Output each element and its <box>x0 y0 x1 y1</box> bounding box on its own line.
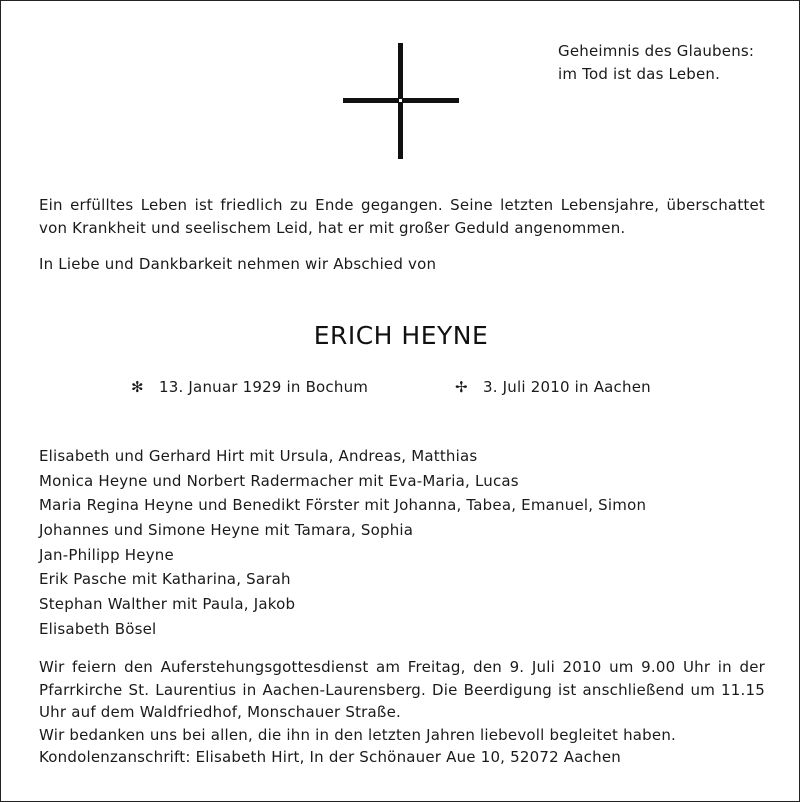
thanks-text: Wir bedanken uns bei allen, die ihn in den letzten Jahren liebevoll begleitet haben. <box>39 725 676 744</box>
mourner-line: Stephan Walther mit Paula, Jakob <box>39 595 296 614</box>
service-text: Wir feiern den Auferstehungsgottesdienst am Freitag, den 9. Juli 2010 um 9.00 Uhr in der Pfarrkirche St. Laurentius in Aachen-Laurensberg. Die Beerdigung ist anschließend um 11.15 Uhr auf dem Waldfriedhof, Monschauer Straße. <box>39 658 765 721</box>
deceased-name: ERICH HEYNE <box>313 321 489 350</box>
mourner-line: Jan-Philipp Heyne <box>39 545 174 564</box>
death-cross-icon: ✢ <box>455 378 468 396</box>
intro-text: Ein erfülltes Leben ist friedlich zu Ende gegangen. Seine letzten Lebensjahre, überschattet von Krankheit und seelischem Leid, hat er mit großer Geduld angenommen. <box>39 196 765 237</box>
mourners-list <box>39 444 646 642</box>
mourner-line: Elisabeth und Gerhard Hirt mit Ursula, Andreas, Matthias <box>39 447 478 465</box>
birth-text: 13. Januar 1929 in Bochum <box>159 378 369 396</box>
birth-info <box>131 377 368 397</box>
motto <box>558 40 754 86</box>
cross-icon <box>343 43 459 159</box>
mourner-line: Elisabeth Bösel <box>39 619 157 638</box>
motto-line-2: im Tod ist das Leben. <box>558 65 721 83</box>
service-info <box>39 656 765 769</box>
motto-line-1: Geheimnis des Glaubens: <box>558 42 755 60</box>
death-text: 3. Juli 2010 in Aachen <box>483 378 651 396</box>
condolence-address: Kondolenzanschrift: Elisabeth Hirt, In der Schönauer Aue 10, 52072 Aachen <box>39 748 621 766</box>
farewell-text: In Liebe und Dankbarkeit nehmen wir Abschied von <box>39 255 437 273</box>
mourner-line: Erik Pasche mit Katharina, Sarah <box>39 570 291 589</box>
death-info <box>455 377 651 397</box>
birth-star-icon: ✻ <box>131 378 144 396</box>
mourner-line: Maria Regina Heyne und Benedikt Förster mit Johanna, Tabea, Emanuel, Simon <box>39 496 647 515</box>
mourner-line: Monica Heyne und Norbert Radermacher mit Eva-Maria, Lucas <box>39 471 519 490</box>
mourner-line: Johannes und Simone Heyne mit Tamara, Sophia <box>39 521 414 540</box>
